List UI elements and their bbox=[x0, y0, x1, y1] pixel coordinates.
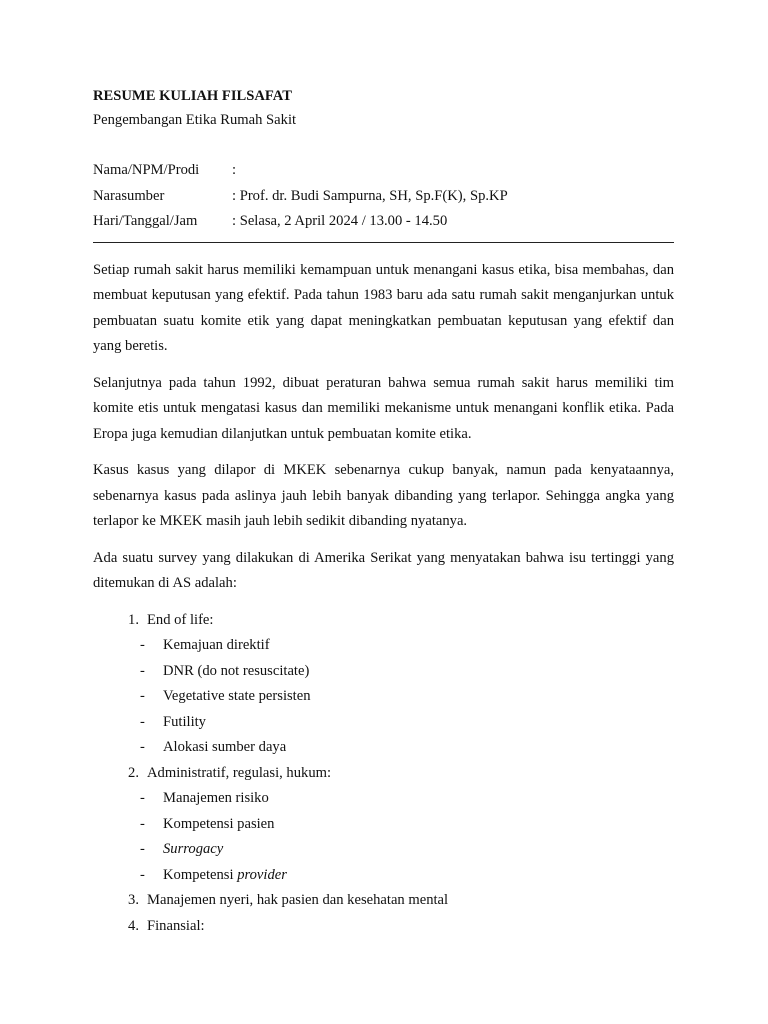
sub-item bbox=[93, 812, 674, 838]
sub-item-text: Surrogacy bbox=[163, 841, 224, 857]
meta-row-date bbox=[93, 209, 674, 235]
meta-row-name bbox=[93, 158, 674, 184]
meta-block bbox=[93, 158, 674, 235]
list-item bbox=[93, 888, 674, 914]
document-title: RESUME KULIAH FILSAFAT bbox=[93, 88, 292, 104]
meta-value: : Selasa, 2 April 2024 / 13.00 - 14.50 bbox=[232, 213, 448, 229]
sub-item-text-regular: Kompetensi bbox=[163, 866, 238, 883]
dash-bullet: - bbox=[140, 739, 145, 755]
sub-item-text: DNR (do not resuscitate) bbox=[163, 662, 310, 679]
sub-item-text: Futility bbox=[163, 713, 206, 730]
list-number: 4. bbox=[128, 917, 139, 934]
sub-item bbox=[93, 710, 674, 736]
sub-item-text: Kemajuan direktif bbox=[163, 637, 270, 653]
sub-item-text: Alokasi sumber daya bbox=[163, 739, 287, 755]
list-number: 3. bbox=[128, 892, 139, 908]
sub-item-text: Manajemen risiko bbox=[163, 790, 269, 806]
paragraph: Ada suatu survey yang dilakukan di Amerika Serikat yang menyatakan bahwa isu tertinggi yang ditemukan di AS adalah: bbox=[93, 549, 674, 591]
document-subtitle: Pengembangan Etika Rumah Sakit bbox=[93, 112, 297, 128]
meta-value: : Prof. dr. Budi Sampurna, SH, Sp.F(K), Sp.KP bbox=[232, 187, 508, 204]
sub-item bbox=[93, 659, 674, 685]
horizontal-divider bbox=[93, 242, 674, 243]
meta-value: : bbox=[232, 162, 237, 178]
list-item bbox=[93, 608, 674, 634]
sub-item-text: Kompetensi pasien bbox=[163, 815, 275, 832]
meta-label: Hari/Tanggal/Jam bbox=[93, 213, 198, 229]
list-item-text: End of life: bbox=[147, 611, 214, 628]
paragraph: Kasus kasus yang dilapor di MKEK sebenarnya cukup banyak, namun pada kenyataannya, sebenarnya kasus pada aslinya jauh lebih banyak dibanding yang terlapor. Sehingga angka yang terlapor ke MKEK masih jauh lebih sedikit dibanding nyatanya. bbox=[93, 462, 674, 529]
sub-item bbox=[93, 837, 674, 863]
sub-item bbox=[93, 863, 674, 889]
sub-item-text bbox=[163, 863, 287, 889]
list-number: 1. bbox=[128, 611, 139, 628]
sub-item bbox=[93, 735, 674, 761]
list-item bbox=[93, 914, 674, 940]
dash-bullet: - bbox=[140, 688, 145, 704]
dash-bullet: - bbox=[140, 866, 145, 883]
sub-item-text: Vegetative state persisten bbox=[163, 688, 311, 704]
sub-item bbox=[93, 633, 674, 659]
meta-label: Narasumber bbox=[93, 187, 165, 204]
list-item-text: Finansial: bbox=[147, 917, 205, 934]
paragraph: Setiap rumah sakit harus memiliki kemampuan untuk menangani kasus etika, bisa membahas, dan membuat keputusan yang efektif. Pada tahun 1983 baru ada satu rumah sakit menganjurkan untuk pembuatan suatu komite etik yang dapat meningkatkan pembuatan keputusan yang efektif dan yang beretis. bbox=[93, 261, 674, 354]
sub-item-text-italic: provider bbox=[237, 866, 287, 883]
paragraph: Selanjutnya pada tahun 1992, dibuat peraturan bahwa semua rumah sakit harus memiliki tim komite etis untuk mengatasi kasus dan memiliki mekanisme untuk menangani konflik etika. Pada Eropa juga kemudian dilanjutkan untuk pembuatan komite etika. bbox=[93, 374, 674, 442]
list-item-text: Manajemen nyeri, hak pasien dan kesehatan mental bbox=[147, 892, 449, 908]
dash-bullet: - bbox=[140, 662, 145, 679]
meta-label: Nama/NPM/Prodi bbox=[93, 162, 200, 178]
list-number: 2. bbox=[128, 764, 139, 781]
dash-bullet: - bbox=[140, 815, 145, 832]
list-item-text: Administratif, regulasi, hukum: bbox=[147, 764, 332, 781]
dash-bullet: - bbox=[140, 637, 145, 653]
document-page bbox=[93, 84, 674, 939]
sub-item bbox=[93, 786, 674, 812]
meta-row-speaker bbox=[93, 184, 674, 210]
dash-bullet: - bbox=[140, 841, 145, 857]
dash-bullet: - bbox=[140, 713, 145, 730]
sub-item bbox=[93, 684, 674, 710]
list-item bbox=[93, 761, 674, 787]
dash-bullet: - bbox=[140, 790, 145, 806]
issue-list bbox=[93, 608, 674, 940]
